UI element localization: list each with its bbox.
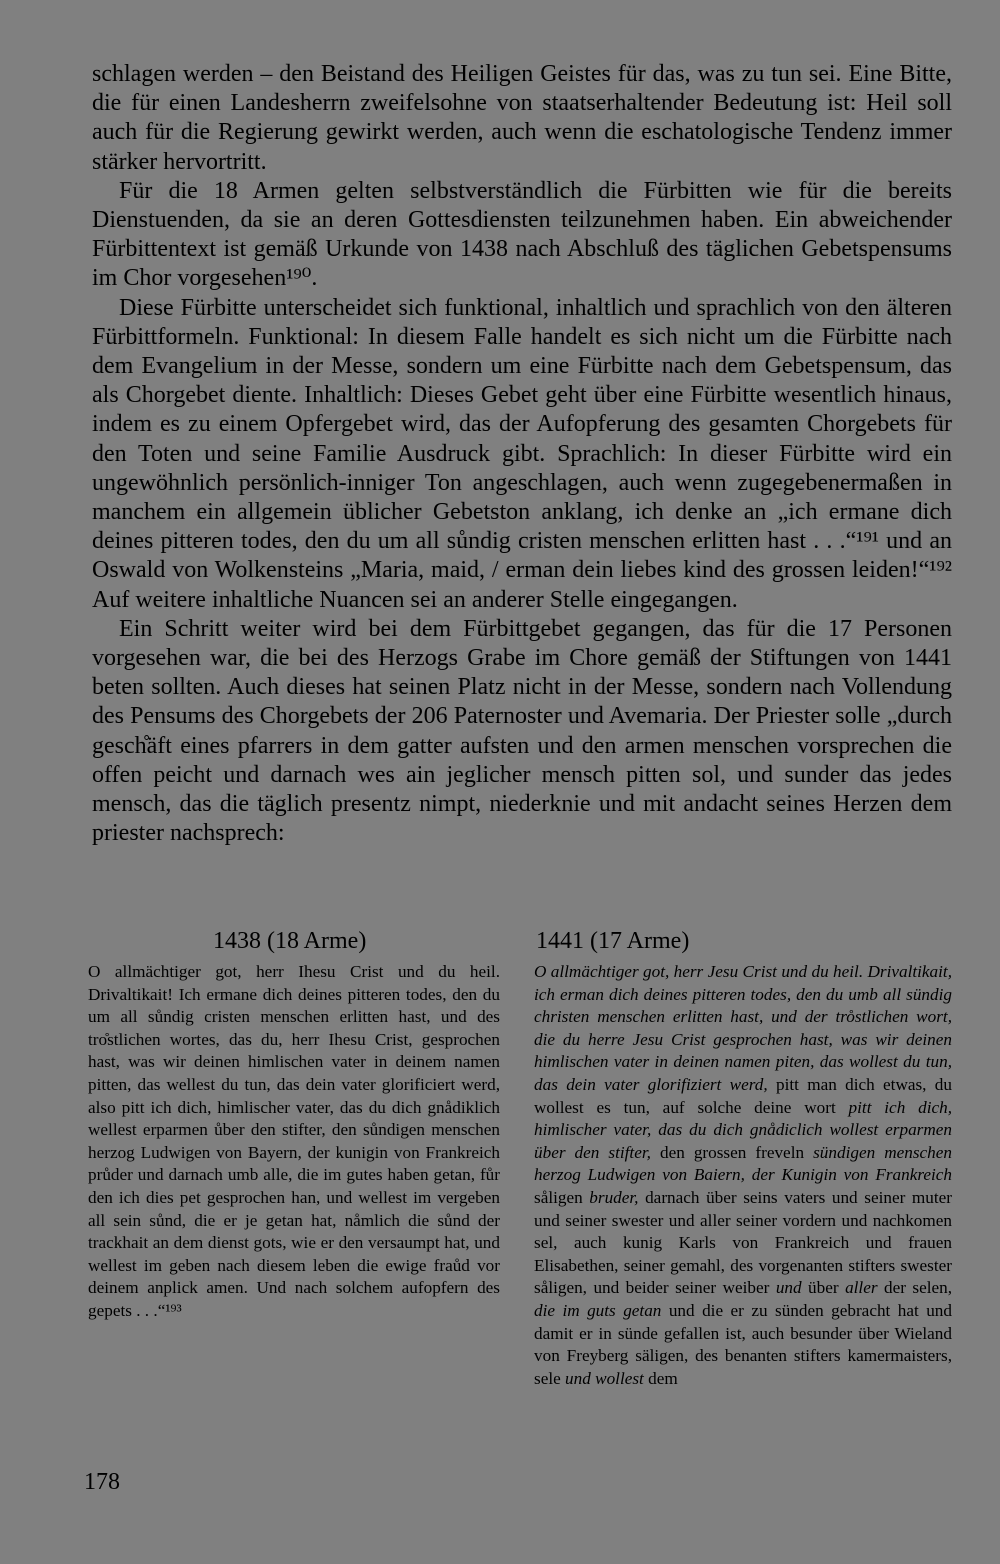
paragraph-18-armen: Für die 18 Armen gelten selbstverständlich die Fürbitten wie für die bereits Dienstuenden, da sie an deren Gottesdiensten teilzunehmen haben. Ein abweichender Fürbittentext ist gemäß Urkunde von 1438 nach Abschluß des täglichen Gebetspensums im Chor vorgesehen¹⁹⁰. xyxy=(92,177,952,292)
prayer-1438: O allmächtiger got, herr Ihesu Crist und du heil. Drivaltikait! Ich ermane dich deines pitteren todes, den du um all sůndig cristen menschen erlitten hast, und des tro̊stlichen wortes, das du, herr Ihesu Crist, gesprochen hast, was wir deinen himlischen vater in deinem namen pitten, das wellest du tun, das dein vater glorificiert werd, also pitt ich dich, himlischer vater, das du dich gnådiklich wellest erparmen ůber den stifter, den sůndigen menschen herzog Ludwigen von Bayern, der kunigin von Frankreich průder und darnach umb alle, die im gutes haben getan, fůr den ich dies pet gesprochen han, und wellest im vergeben all sein sůnd, die er je getan hat, nåmlich die sůnd der trackhait an dem dienst gots, wie er den versaumpt hat, und wellest im geben nach diesem leben die ewige fraůd vor deinem anplick amen. Und nach solchem aufopfern des gepets . . .“¹⁹³ xyxy=(88,962,500,1320)
page-number: 178 xyxy=(84,1469,120,1495)
roman-run: der selen, xyxy=(877,1278,953,1298)
roman-run: pitt man dich etwas, du wollest es tun, auf solche deine wort xyxy=(534,1074,952,1117)
paragraph-fuerbittgebet: Ein Schritt weiter wird bei dem Fürbittgebet gegangen, das für die 17 Personen vorgesehen war, die bei des Herzogs Grabe im Chore gemäß der Stiftungen von 1441 beten sollten. Auch dieses hat seinen Platz nicht in der Messe, sondern nach Vollendung des Pensums des Chorgebets der 206 Paternoster und Avemaria. Der Priester solle „durch gesch̊äft eines pfarrers in dem gatter aufsten und den armen menschen vorsprechen die offen peicht und darnach wes ain jeglicher mensch pitten sol, und sunder das jedes mensch, das die täglich presentz nimpt, niederknie und mit andacht seines Herzen dem priester nachsprech: xyxy=(92,615,952,847)
italic-run: O allmächtiger got, herr Jesu Crist und du heil. Drivaltikait, ich erman dich deines pitteren todes, den du umb all sündig christen menschen erlitten hast, und der tro̊stlichen wort, die du herre Jesu Crist gesprochen hast, was wir deinen himlischen vater in deinen namen piten, das wollest du tun, das dein vater glorifiziert werd, xyxy=(534,962,952,1094)
right-column-heading: 1441 (17 Arme) xyxy=(536,928,690,954)
roman-run: den grossen freveln xyxy=(650,1142,814,1162)
roman-run: über xyxy=(801,1278,846,1298)
italic-run: pitt ich dich, himlischer vater, das du dich gnådiclich wollest erparmen über den stifter, xyxy=(534,1097,952,1162)
italic-run: aller xyxy=(845,1278,878,1298)
left-column-heading: 1438 (18 Arme) xyxy=(213,928,367,954)
italic-run: und xyxy=(775,1278,802,1298)
paragraph-fuerbitte: Diese Fürbitte unterscheidet sich funktional, inhaltlich und sprachlich von den älteren Fürbittformeln. Funktional: In diesem Falle handelt es sich nicht um die Fürbitte nach dem Evangelium in der Messe, sondern um eine Fürbitte nach dem Gebetspensum, das als Chorgebet diente. Inhaltlich: Dieses Gebet geht über eine Fürbitte wesentlich hinaus, indem es zu einem Opfergebet wird, das der Aufopferung des gesamten Chorgebets für den Toten und seine Familie Ausdruck gibt. Sprachlich: In dieser Fürbitte wird ein ungewöhnlich persönlich-inniger Ton angeschlagen, auch wenn zugegebenermaßen in manchem ein allgemein üblicher Gebetston anklang, ich denke an „ich ermane dich deines pitteren todes, den du um all sůndig cristen menschen erlitten hast . . .“¹⁹¹ und an Oswald von Wolkensteins „Maria, maid, / erman dein liebes kind des grossen leiden!“¹⁹² Auf weitere inhaltliche Nuancen sei an anderer Stelle eingegangen. xyxy=(92,294,952,613)
paragraph-continuation: schlagen werden – den Beistand des Heiligen Geistes für das, was zu tun sei. Eine Bitte, die für einen Landesherrn zweifelsohne von staatserhaltender Bedeutung ist: Heil soll auch für die Regierung gewirkt werden, auch wenn die eschatologische Tendenz immer stärker hervortritt. xyxy=(92,61,952,175)
left-column-text xyxy=(88,961,500,1323)
main-text xyxy=(92,60,952,848)
roman-run: darnach über seins vaters und seiner muter und seiner swester und aller seiner vordern und nachkomen sel, auch kunig Karls von Frankreich und frauen Elisabethen, seiner gemahl, des vorgenanten stifters swester såligen, und beider seiner weiber xyxy=(534,1187,952,1298)
italic-run: bruder, xyxy=(589,1187,639,1207)
roman-run: und die er zu sünden gebracht hat und damit er in sünde gefallen ist, auch besunder über Wieland von Freyberg säligen, des benanten stifters kamermaisters, sele xyxy=(534,1300,952,1388)
italic-run: sündigen menschen herzog Ludwigen von Baiern, der Kunigin von Frankreich xyxy=(534,1142,952,1185)
right-column-text xyxy=(534,961,952,1390)
italic-run: und wollest xyxy=(565,1368,644,1388)
roman-run: såligen xyxy=(534,1187,590,1207)
roman-run: dem xyxy=(643,1368,678,1388)
prayer-1441 xyxy=(534,961,952,1390)
italic-run: die im guts getan xyxy=(534,1300,662,1320)
